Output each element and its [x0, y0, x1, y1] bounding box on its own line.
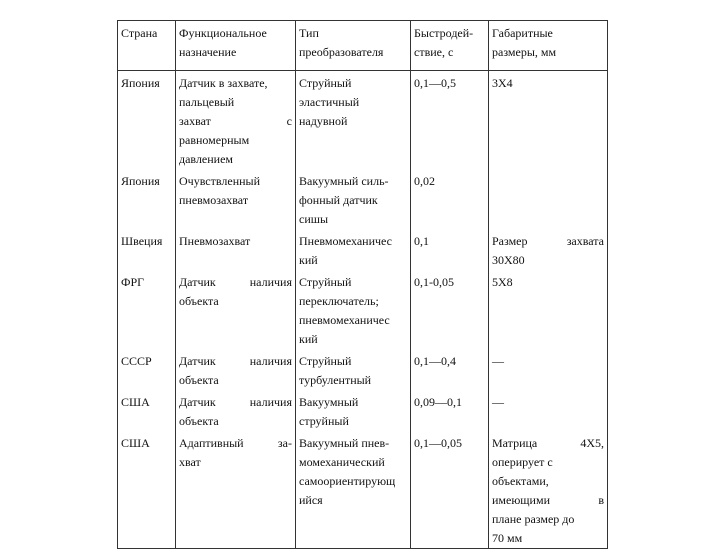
cell-purpose-line: пальцевый	[179, 95, 235, 109]
cell-size	[489, 71, 608, 170]
table-row	[118, 169, 608, 229]
cell-purpose	[176, 71, 296, 170]
cell-type-line: эластичный	[299, 95, 360, 109]
cell-purpose	[176, 390, 296, 431]
cell-type-line: Струйный	[299, 76, 352, 90]
cell-type	[296, 229, 411, 270]
cell-speed-line: 0,1-0,05	[414, 275, 454, 289]
cell-type-line: турбулентный	[299, 373, 372, 387]
cell-type	[296, 270, 411, 349]
cell-speed	[411, 349, 489, 390]
cell-purpose	[176, 169, 296, 229]
header-type-line: Тип	[299, 26, 319, 40]
cell-speed	[411, 390, 489, 431]
header-type	[296, 21, 411, 71]
cell-speed	[411, 71, 489, 170]
cell-purpose-line: Датчик наличия	[179, 354, 292, 368]
cell-purpose	[176, 270, 296, 349]
table-row	[118, 229, 608, 270]
cell-type-line: ийся	[299, 493, 323, 507]
cell-country	[118, 229, 176, 270]
cell-speed-line: 0,09—0,1	[414, 395, 462, 409]
cell-type	[296, 71, 411, 170]
cell-size	[489, 229, 608, 270]
cell-type	[296, 349, 411, 390]
cell-type	[296, 390, 411, 431]
table-row	[118, 390, 608, 431]
cell-size	[489, 390, 608, 431]
header-speed	[411, 21, 489, 71]
cell-purpose-line: объекта	[179, 414, 219, 428]
header-speed-line: ствие, с	[414, 45, 454, 59]
cell-purpose-line: захват с	[179, 114, 292, 128]
header-speed-line: Быстродей-	[414, 26, 474, 40]
cell-purpose-line: равномерным	[179, 133, 250, 147]
cell-speed	[411, 169, 489, 229]
table-row	[118, 349, 608, 390]
cell-type-line: Вакуумный	[299, 395, 359, 409]
cell-size-line: оперирует с	[492, 455, 553, 469]
cell-speed-line: 0,1—0,4	[414, 354, 456, 368]
cell-size-line: 5Х8	[492, 275, 513, 289]
header-size-line: размеры, мм	[492, 45, 557, 59]
cell-size	[489, 270, 608, 349]
cell-size-line: —	[492, 395, 504, 409]
cell-size	[489, 169, 608, 229]
cell-type-line: Пневмомеханичес	[299, 234, 392, 248]
cell-size-line: 3Х4	[492, 76, 513, 90]
header-purpose	[176, 21, 296, 71]
header-purpose-line: назначение	[179, 45, 237, 59]
cell-purpose-line: хват	[179, 455, 201, 469]
cell-country	[118, 169, 176, 229]
cell-speed-line: 0,1—0,05	[414, 436, 462, 450]
cell-type-line: переключатель;	[299, 294, 379, 308]
cell-purpose-line: Датчик наличия	[179, 275, 292, 289]
cell-purpose-line: Очувствленный	[179, 174, 261, 188]
sensor-table-body	[118, 21, 608, 549]
cell-country-line: США	[121, 436, 150, 450]
table-row	[118, 71, 608, 170]
cell-size-line: 70 мм	[492, 531, 523, 545]
cell-type	[296, 431, 411, 549]
cell-country-line: Швеция	[121, 234, 163, 248]
cell-size	[489, 431, 608, 549]
cell-size-line: объектами,	[492, 474, 549, 488]
cell-type-line: момеханический	[299, 455, 385, 469]
cell-purpose-line: давлением	[179, 152, 234, 166]
cell-type-line: Вакуумный силь-	[299, 174, 389, 188]
table-row	[118, 270, 608, 349]
cell-purpose-line: объекта	[179, 294, 219, 308]
cell-country-line: Япония	[121, 76, 160, 90]
cell-type-line: Струйный	[299, 354, 352, 368]
cell-speed	[411, 270, 489, 349]
cell-size-line: плане размер до	[492, 512, 575, 526]
cell-country-line: ФРГ	[121, 275, 145, 289]
cell-size-line: Размер захвата	[492, 234, 604, 248]
cell-size-line: имеющими в	[492, 493, 604, 507]
cell-country	[118, 431, 176, 549]
header-size	[489, 21, 608, 71]
cell-type-line: струйный	[299, 414, 349, 428]
cell-purpose-line: пневмозахват	[179, 193, 249, 207]
cell-purpose	[176, 349, 296, 390]
cell-country-line: Япония	[121, 174, 160, 188]
sensor-table	[117, 20, 608, 549]
cell-speed	[411, 431, 489, 549]
cell-type-line: Вакуумный пнев-	[299, 436, 390, 450]
cell-speed	[411, 229, 489, 270]
header-country-line: Страна	[121, 26, 158, 40]
cell-type-line: надувной	[299, 114, 348, 128]
cell-country	[118, 349, 176, 390]
cell-purpose	[176, 229, 296, 270]
cell-type-line: сишы	[299, 212, 329, 226]
cell-country-line: СССР	[121, 354, 152, 368]
cell-size-line: —	[492, 354, 504, 368]
cell-purpose-line: Пневмозахват	[179, 234, 251, 248]
cell-size-line: Матрица 4Х5,	[492, 436, 604, 450]
cell-type-line: фонный датчик	[299, 193, 378, 207]
cell-speed-line: 0,1	[414, 234, 429, 248]
cell-country-line: США	[121, 395, 150, 409]
cell-country	[118, 390, 176, 431]
header-type-line: преобразователя	[299, 45, 384, 59]
cell-type	[296, 169, 411, 229]
cell-purpose-line: Датчик в захвате,	[179, 76, 268, 90]
cell-purpose-line: объекта	[179, 373, 219, 387]
cell-size-line: 30Х80	[492, 253, 525, 267]
cell-type-line: кий	[299, 253, 318, 267]
table-header-row	[118, 21, 608, 71]
cell-type-line: пневмомеханичес	[299, 313, 390, 327]
cell-size	[489, 349, 608, 390]
cell-purpose	[176, 431, 296, 549]
cell-purpose-line: Адаптивный за-	[179, 436, 292, 450]
cell-speed-line: 0,1—0,5	[414, 76, 456, 90]
table-row	[118, 431, 608, 549]
cell-purpose-line: Датчик наличия	[179, 395, 292, 409]
header-size-line: Габаритные	[492, 26, 553, 40]
cell-type-line: Струйный	[299, 275, 352, 289]
cell-country	[118, 270, 176, 349]
header-purpose-line: Функциональное	[179, 26, 267, 40]
cell-type-line: самоориентирующ	[299, 474, 396, 488]
cell-type-line: кий	[299, 332, 318, 346]
cell-country	[118, 71, 176, 170]
header-country	[118, 21, 176, 71]
cell-speed-line: 0,02	[414, 174, 435, 188]
